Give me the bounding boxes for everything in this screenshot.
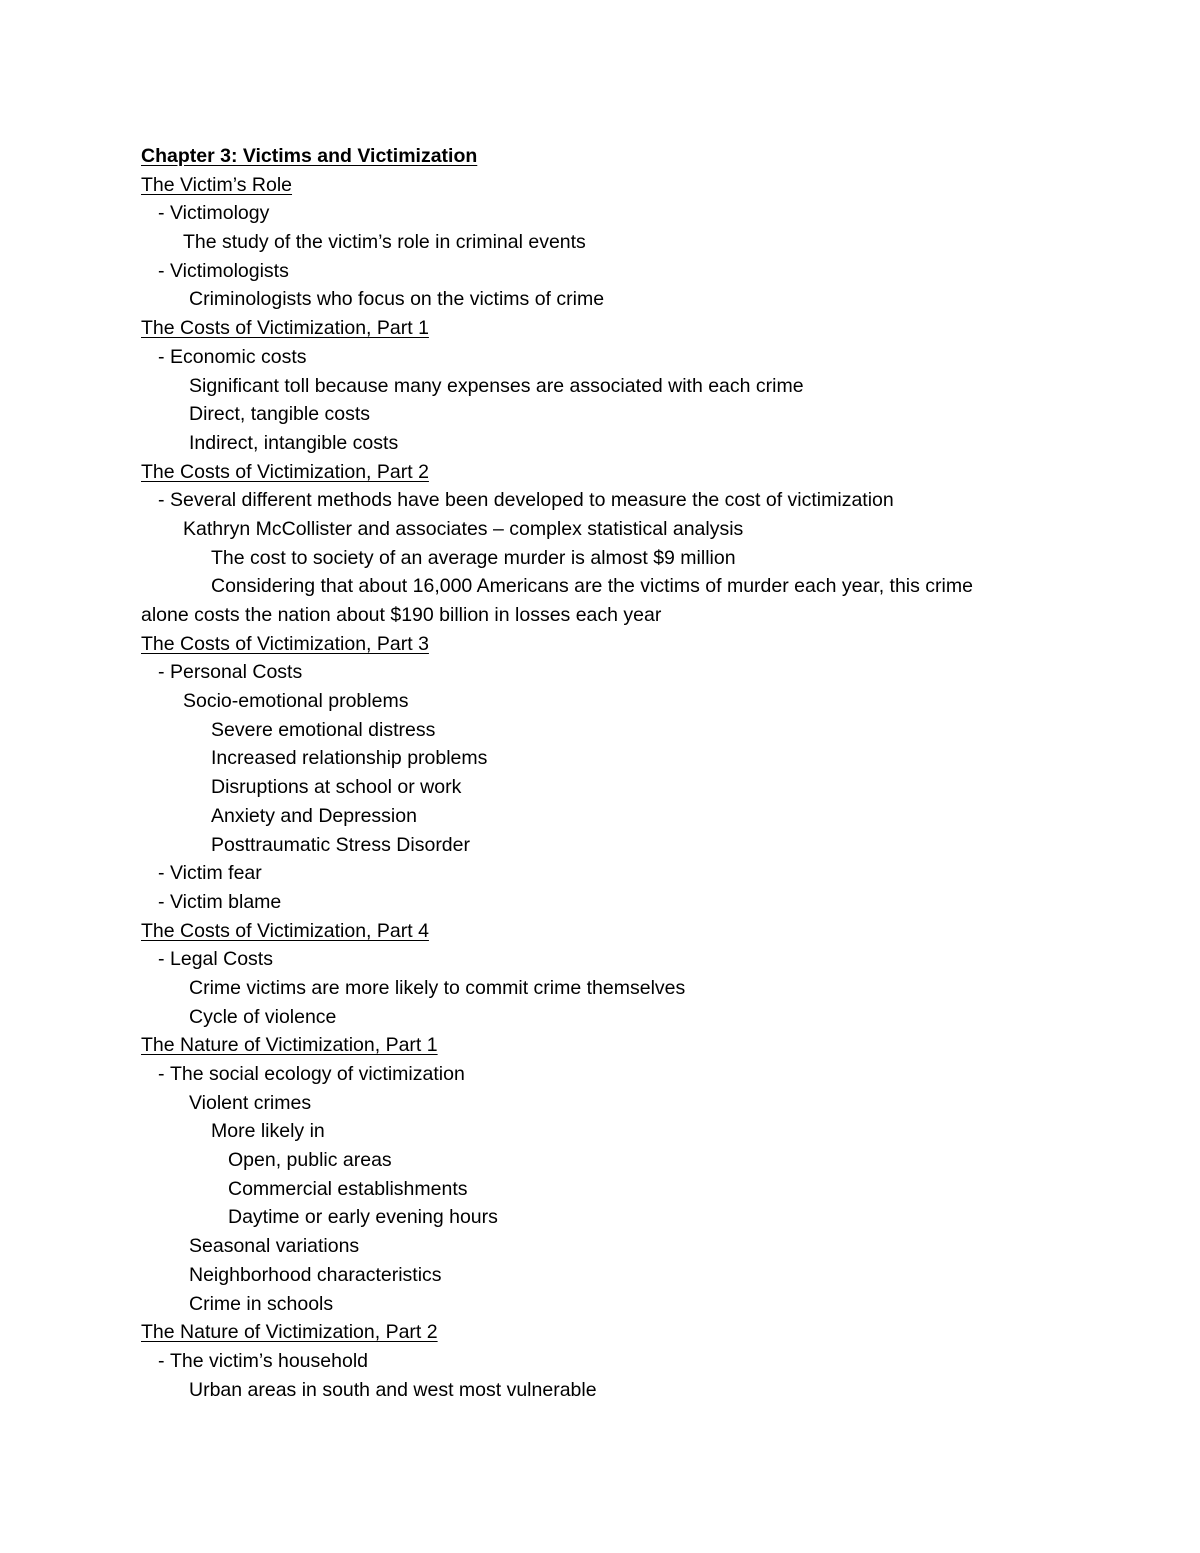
sub-item bbox=[141, 429, 1141, 458]
bullet-dash: - bbox=[158, 259, 165, 282]
line-text: Victim fear bbox=[170, 862, 262, 885]
sub-sub-sub-item bbox=[141, 1146, 1141, 1175]
bullet-item bbox=[141, 859, 1141, 888]
line-text: The Costs of Victimization, Part 3 bbox=[141, 632, 429, 655]
bullet-item bbox=[141, 1060, 1141, 1089]
sub-item bbox=[141, 1232, 1141, 1261]
bullet-item bbox=[141, 1347, 1141, 1376]
sub-item bbox=[141, 372, 1141, 401]
sub-item bbox=[141, 1290, 1141, 1319]
bullet-dash: - bbox=[158, 202, 165, 225]
sub-item bbox=[141, 228, 1141, 257]
line-text: Direct, tangible costs bbox=[189, 403, 370, 426]
line-text: Neighborhood characteristics bbox=[189, 1263, 442, 1286]
line-text: Considering that about 16,000 Americans are the victims of murder each year, this crime bbox=[211, 575, 973, 598]
line-text: Urban areas in south and west most vulnerable bbox=[189, 1378, 597, 1401]
line-text: Legal Costs bbox=[170, 948, 273, 971]
line-text: The study of the victim’s role in criminal events bbox=[183, 231, 586, 254]
line-text: The Victim’s Role bbox=[141, 173, 293, 196]
bullet-dash: - bbox=[158, 948, 165, 971]
line-text: Significant toll because many expenses are associated with each crime bbox=[189, 374, 804, 397]
line-text: Indirect, intangible costs bbox=[189, 431, 399, 454]
sub-sub-item bbox=[141, 802, 1141, 831]
line-text: Increased relationship problems bbox=[211, 747, 488, 770]
sub-item bbox=[141, 400, 1141, 429]
line-text: Economic costs bbox=[170, 345, 307, 368]
bullet-item bbox=[141, 199, 1141, 228]
line-text: The Nature of Victimization, Part 1 bbox=[141, 1034, 438, 1057]
line-text: Disruptions at school or work bbox=[211, 776, 462, 799]
sub-sub-sub-item bbox=[141, 1175, 1141, 1204]
line-text: Personal Costs bbox=[170, 661, 303, 684]
line-text: Crime victims are more likely to commit crime themselves bbox=[189, 976, 686, 999]
section-heading bbox=[141, 1318, 1141, 1347]
bullet-dash: - bbox=[158, 890, 165, 913]
sub-item bbox=[141, 515, 1141, 544]
section-heading bbox=[141, 171, 1141, 200]
sub-sub-item bbox=[141, 1117, 1141, 1146]
line-text: The victim’s household bbox=[170, 1349, 368, 1372]
line-text: Several different methods have been developed to measure the cost of victimization bbox=[170, 489, 894, 512]
line-text: Cycle of violence bbox=[189, 1005, 337, 1028]
bullet-dash: - bbox=[158, 1063, 165, 1085]
line-text: Open, public areas bbox=[228, 1149, 392, 1172]
sub-sub-item bbox=[141, 716, 1141, 745]
bullet-dash: - bbox=[158, 345, 165, 368]
sub-item bbox=[141, 687, 1141, 716]
line-text: Kathryn McCollister and associates – complex statistical analysis bbox=[183, 517, 744, 540]
sub-sub-item bbox=[141, 744, 1141, 773]
line-text: Severe emotional distress bbox=[211, 718, 436, 741]
sub-item bbox=[141, 1003, 1141, 1032]
line-text: Socio-emotional problems bbox=[183, 690, 409, 713]
bullet-item bbox=[141, 888, 1141, 917]
bullet-item bbox=[141, 343, 1141, 372]
sub-sub-sub-item bbox=[141, 1203, 1141, 1232]
line-text: More likely in bbox=[211, 1120, 325, 1143]
bullet-dash: - bbox=[158, 1349, 165, 1372]
line-text: Commercial establishments bbox=[228, 1177, 468, 1200]
line-text: The social ecology of victimization bbox=[170, 1063, 465, 1085]
chapter-title: Chapter 3: Victims and Victimization bbox=[141, 145, 478, 167]
bullet-dash: - bbox=[158, 862, 165, 885]
outline-lines bbox=[141, 171, 1141, 1405]
line-text: Victim blame bbox=[170, 890, 282, 913]
sub-item bbox=[141, 285, 1141, 314]
line-text: alone costs the nation about $190 billion in losses each year bbox=[141, 604, 662, 626]
document-body bbox=[141, 142, 1141, 1404]
section-heading bbox=[141, 458, 1141, 487]
line-text: Crime in schools bbox=[189, 1292, 334, 1315]
sub-sub-item bbox=[141, 773, 1141, 802]
line-text: The Nature of Victimization, Part 2 bbox=[141, 1321, 438, 1344]
section-heading bbox=[141, 314, 1141, 343]
sub-item bbox=[141, 1089, 1141, 1118]
section-heading bbox=[141, 630, 1141, 659]
bullet-dash: - bbox=[158, 489, 165, 512]
line-text: Violent crimes bbox=[189, 1091, 312, 1114]
sub-item bbox=[141, 974, 1141, 1003]
line-text: The Costs of Victimization, Part 4 bbox=[141, 919, 429, 942]
continuation-line bbox=[141, 601, 1141, 630]
line-text: The Costs of Victimization, Part 1 bbox=[141, 317, 429, 340]
bullet-dash: - bbox=[158, 661, 165, 684]
line-text: Victimology bbox=[170, 202, 270, 225]
line-text: Seasonal variations bbox=[189, 1235, 360, 1258]
line-text: Criminologists who focus on the victims of crime bbox=[189, 288, 605, 311]
sub-item bbox=[141, 1376, 1141, 1405]
bullet-item bbox=[141, 486, 1141, 515]
line-text: The Costs of Victimization, Part 2 bbox=[141, 460, 429, 483]
line-text: Posttraumatic Stress Disorder bbox=[211, 833, 470, 856]
line-text: Anxiety and Depression bbox=[211, 804, 417, 827]
section-heading bbox=[141, 917, 1141, 946]
line-text: Victimologists bbox=[170, 259, 289, 282]
sub-item bbox=[141, 1261, 1141, 1290]
sub-sub-item bbox=[141, 544, 1141, 573]
bullet-item bbox=[141, 945, 1141, 974]
bullet-item bbox=[141, 257, 1141, 286]
section-heading bbox=[141, 1031, 1141, 1060]
sub-sub-item bbox=[141, 572, 1141, 601]
line-text: The cost to society of an average murder is almost $9 million bbox=[211, 546, 736, 569]
sub-sub-item bbox=[141, 831, 1141, 860]
line-text: Daytime or early evening hours bbox=[228, 1206, 498, 1229]
bullet-item bbox=[141, 658, 1141, 687]
